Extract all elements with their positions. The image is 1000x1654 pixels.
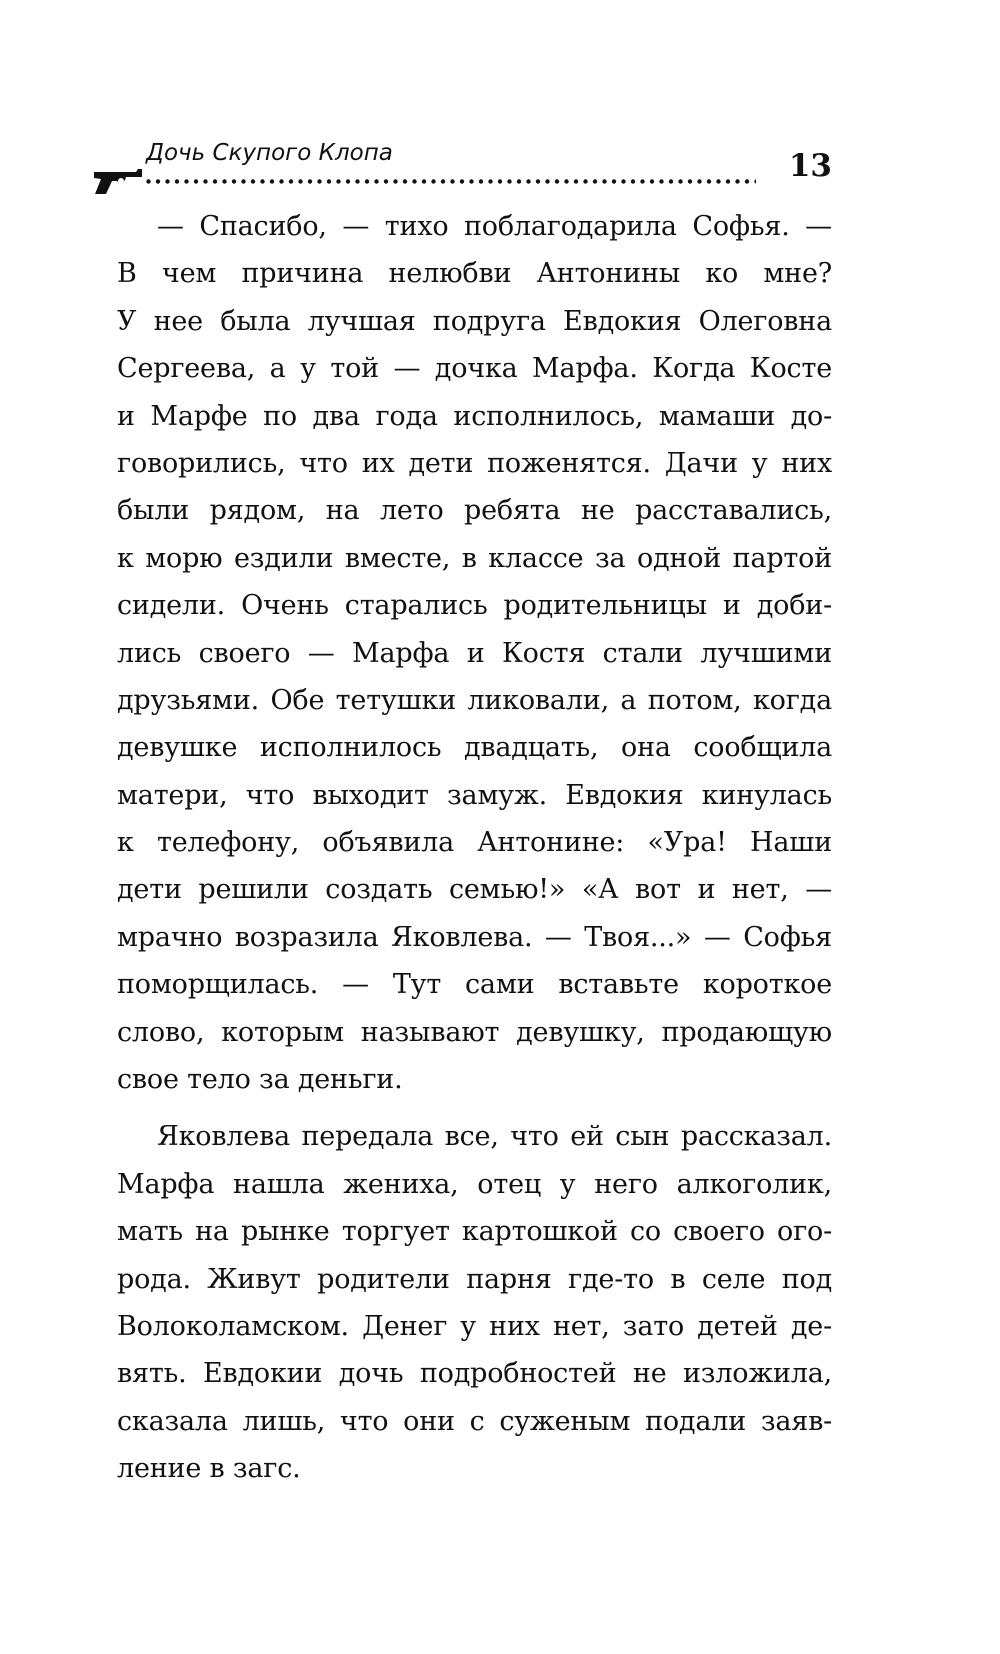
book-title: Дочь Скупого Клопа [146, 140, 393, 166]
text-line: к телефону, объявила Антонине: «Ура! Наши [117, 827, 832, 859]
revolver-icon [92, 166, 144, 196]
text-line: поморщилась. — Тут сами вставьте короткое [117, 969, 832, 1001]
text-line: мрачно возразила Яковлева. — Твоя...» — Софья [117, 921, 832, 953]
text-line: и Марфе по два года исполнилось, мамаши до- [117, 400, 832, 432]
text-line: сидели. Очень старались родительницы и доби- [117, 590, 832, 622]
paragraph-gap [117, 1103, 832, 1113]
paragraph [117, 1113, 832, 1492]
text-line: говорились, что их дети поженятся. Дачи у них [117, 447, 832, 479]
text-line: В чем причина нелюбви Антонины ко мне? [117, 258, 832, 290]
text-line: Сергеева, а у той — дочка Марфа. Когда Косте [117, 353, 832, 385]
text-line: сказала лишь, что они с суженым подали заяв- [117, 1405, 832, 1437]
text-line: были рядом, на лето ребята не расставались, [117, 495, 832, 527]
paragraph [117, 203, 832, 1103]
header-dotted-rule [146, 179, 756, 184]
text-line: Яковлева передала все, что ей сын рассказал. [157, 1121, 832, 1153]
running-header [92, 140, 832, 200]
text-line: У нее была лучшая подруга Евдокия Олеговна [117, 305, 832, 337]
text-line: Волоколамском. Денег у них нет, зато детей де- [117, 1310, 832, 1342]
text-line: девушке исполнилось двадцать, она сообщила [117, 732, 832, 764]
text-line: к морю ездили вместе, в классе за одной партой [117, 542, 832, 574]
text-line: лись своего — Марфа и Костя стали лучшими [117, 637, 832, 669]
page-number: 13 [788, 148, 832, 184]
text-line: дети решили создать семью!» «А вот и нет, — [117, 874, 832, 906]
text-line: слово, которым называют девушку, продающую [117, 1016, 832, 1048]
text-line: друзьями. Обе тетушки ликовали, а потом, когда [117, 684, 832, 716]
text-line: мать на рынке торгует картошкой со своего ого- [117, 1216, 832, 1248]
text-line: матери, что выходит замуж. Евдокия кинулась [117, 779, 832, 811]
text-line: вять. Евдокии дочь подробностей не изложила, [117, 1358, 832, 1390]
text-line: ление в загс. [117, 1453, 301, 1485]
text-line: рода. Живут родители парня где-то в селе под [117, 1263, 832, 1295]
text-line: Марфа нашла жениха, отец у него алкоголик, [117, 1168, 832, 1200]
text-line: свое тело за деньги. [117, 1064, 403, 1096]
text-line: — Спасибо, — тихо поблагодарила Софья. — [157, 211, 832, 242]
body-text [117, 203, 832, 1493]
